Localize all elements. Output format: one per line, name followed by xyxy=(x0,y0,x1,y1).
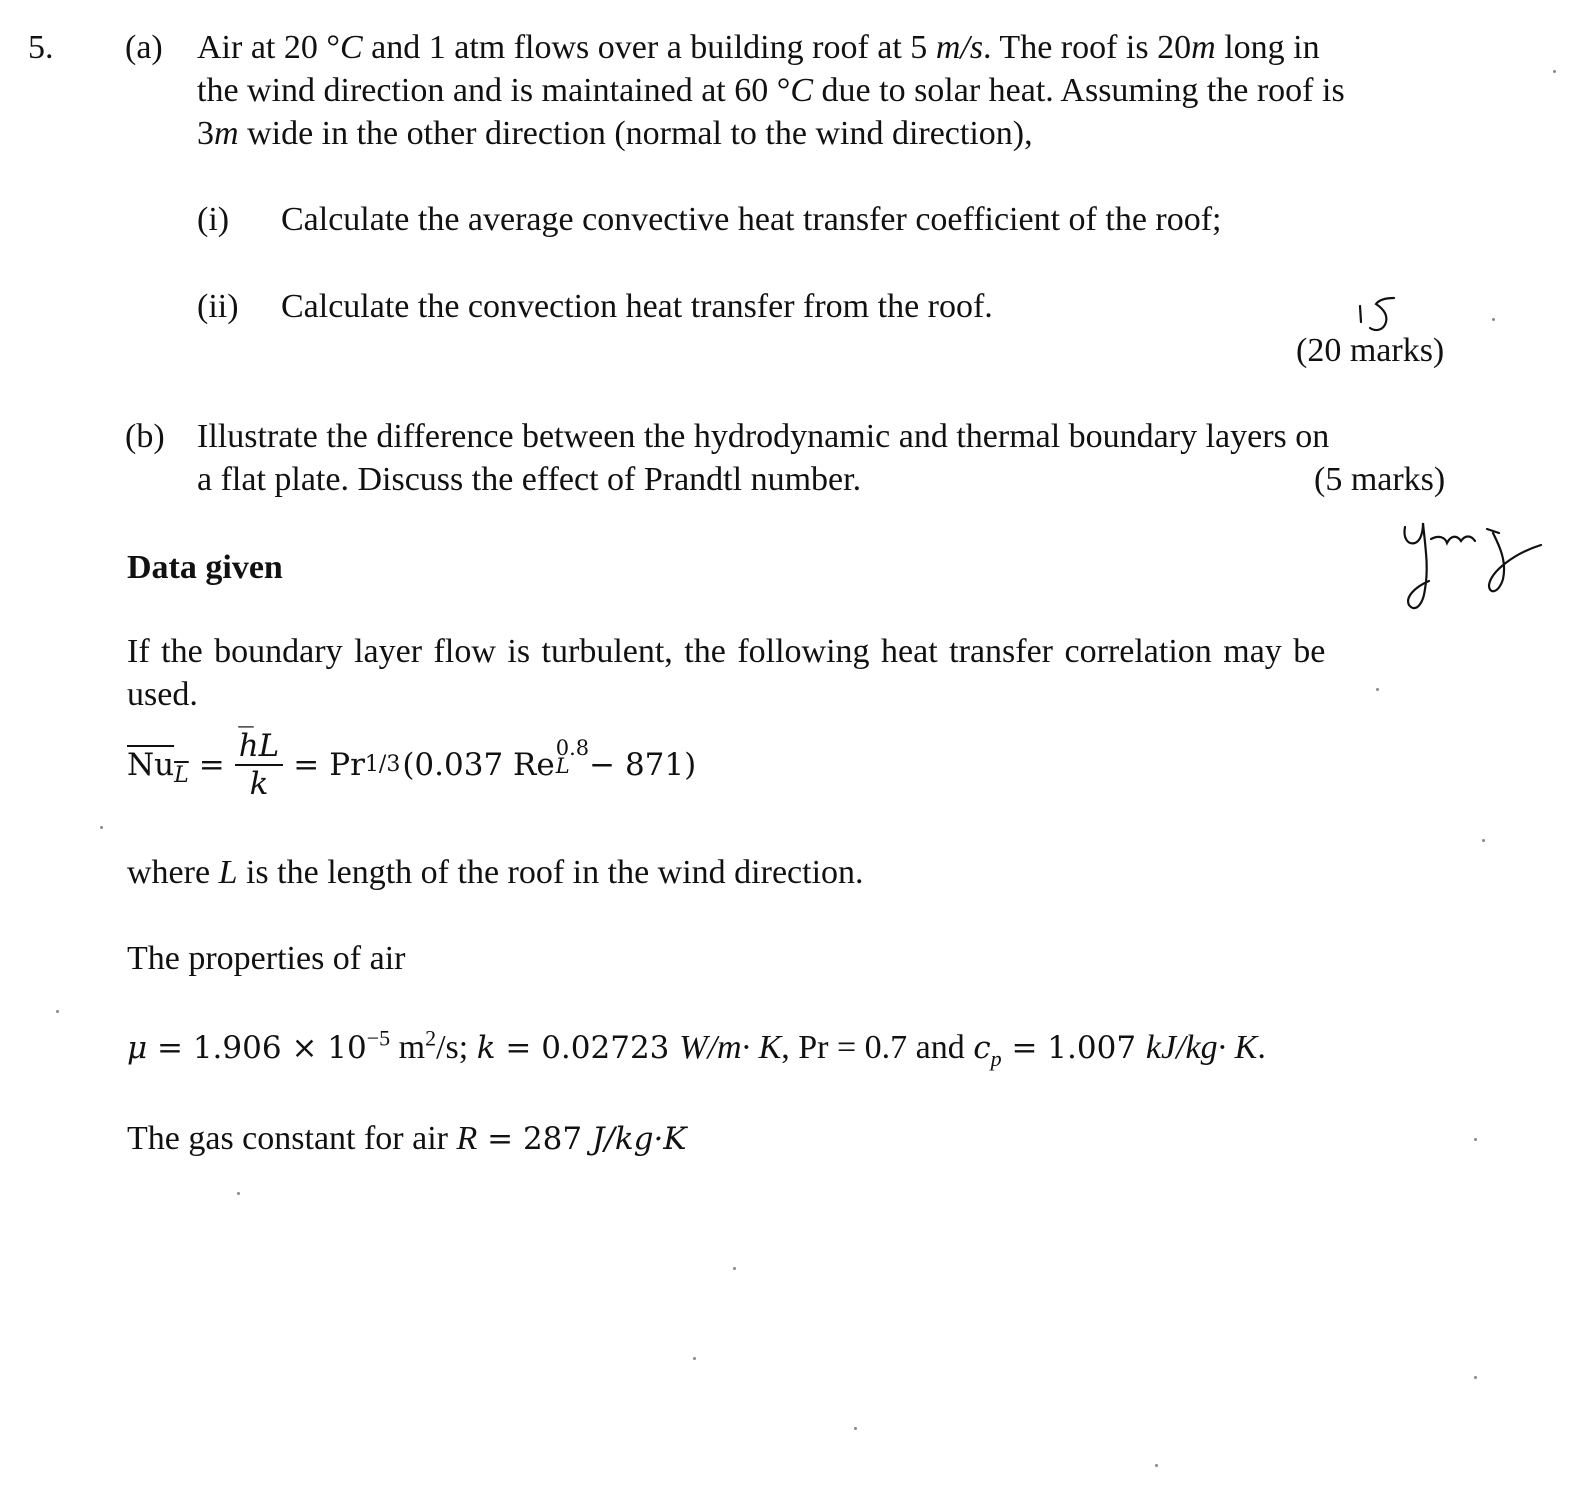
part-a-marks: (20 marks) xyxy=(1296,332,1445,369)
part-b-label: (b) xyxy=(125,418,165,455)
scan-speck xyxy=(237,1192,240,1195)
part-a-line-2: the wind direction and is maintained at 60 °C due to solar heat. Assuming the roof is xyxy=(197,72,1345,109)
scan-speck xyxy=(1474,1376,1477,1379)
air-properties-line: $\mu = 1.906 \times 10^{-5}$ $m^2/s$; k = 0.02723 W/m· K, Pr = 0.7 and $c_p = 1.007$ kJ/kg· K. xyxy=(127,1025,1266,1071)
scan-speck xyxy=(56,1010,59,1013)
where-line: where L is the length of the roof in the wind direction. xyxy=(127,854,864,891)
nusselt-correlation-equation: $Nu_L$ = $\frac{h̅L}{k}$ = Pr 1/3 (0.037 Re 0.8 L − 871) xyxy=(127,728,697,802)
struck-marks: 20 xyxy=(1307,332,1342,369)
scan-speck xyxy=(1482,839,1485,842)
part-a-line-3: 3m wide in the other direction (normal to the wind direction), xyxy=(197,115,1033,152)
scan-speck xyxy=(1155,1464,1158,1467)
part-a-line-1: Air at 20 °C and 1 atm flows over a building roof at 5 m/s. The roof is 20m long in xyxy=(197,29,1320,66)
sub-question-i-label: (i) xyxy=(197,201,230,238)
data-intro-line-1: If the boundary layer flow is turbulent, the following heat transfer correlation may be xyxy=(127,633,1326,670)
gas-constant-line: The gas constant for air R = 287 J/kg·K xyxy=(127,1120,687,1157)
scan-speck xyxy=(733,1267,736,1270)
handwritten-correction xyxy=(1348,292,1408,340)
scan-speck xyxy=(1553,70,1556,73)
scan-speck xyxy=(854,1427,857,1430)
sub-question-ii-text: Calculate the convection heat transfer from the roof. xyxy=(281,288,993,325)
properties-heading: The properties of air xyxy=(127,940,406,977)
data-given-heading: Data given xyxy=(127,549,283,586)
signature-drawing xyxy=(1395,505,1555,615)
sub-question-ii-label: (ii) xyxy=(197,288,239,325)
handwritten-signature xyxy=(1395,505,1555,615)
part-b-line-1: Illustrate the difference between the hydrodynamic and thermal boundary layers on xyxy=(197,418,1330,455)
scan-speck xyxy=(1376,688,1379,691)
hl-over-k-fraction: $\frac{h̅L}{k}$ xyxy=(235,728,284,802)
data-intro-line-2: used. xyxy=(127,676,198,713)
sub-question-i-text: Calculate the average convective heat transfer coefficient of the roof; xyxy=(281,201,1222,238)
handwritten-15-drawing xyxy=(1348,292,1408,340)
question-number: 5. xyxy=(28,29,54,66)
part-b-line-2: a flat plate. Discuss the effect of Prandtl number. xyxy=(197,461,862,498)
part-b-marks: (5 marks) xyxy=(1314,461,1446,498)
scan-speck xyxy=(693,1357,696,1360)
scan-speck xyxy=(1474,1138,1477,1141)
nusselt-symbol: $Nu_L$ xyxy=(127,746,189,788)
part-a-label: (a) xyxy=(125,29,163,66)
scan-speck xyxy=(100,826,103,829)
scan-speck xyxy=(1492,318,1495,321)
